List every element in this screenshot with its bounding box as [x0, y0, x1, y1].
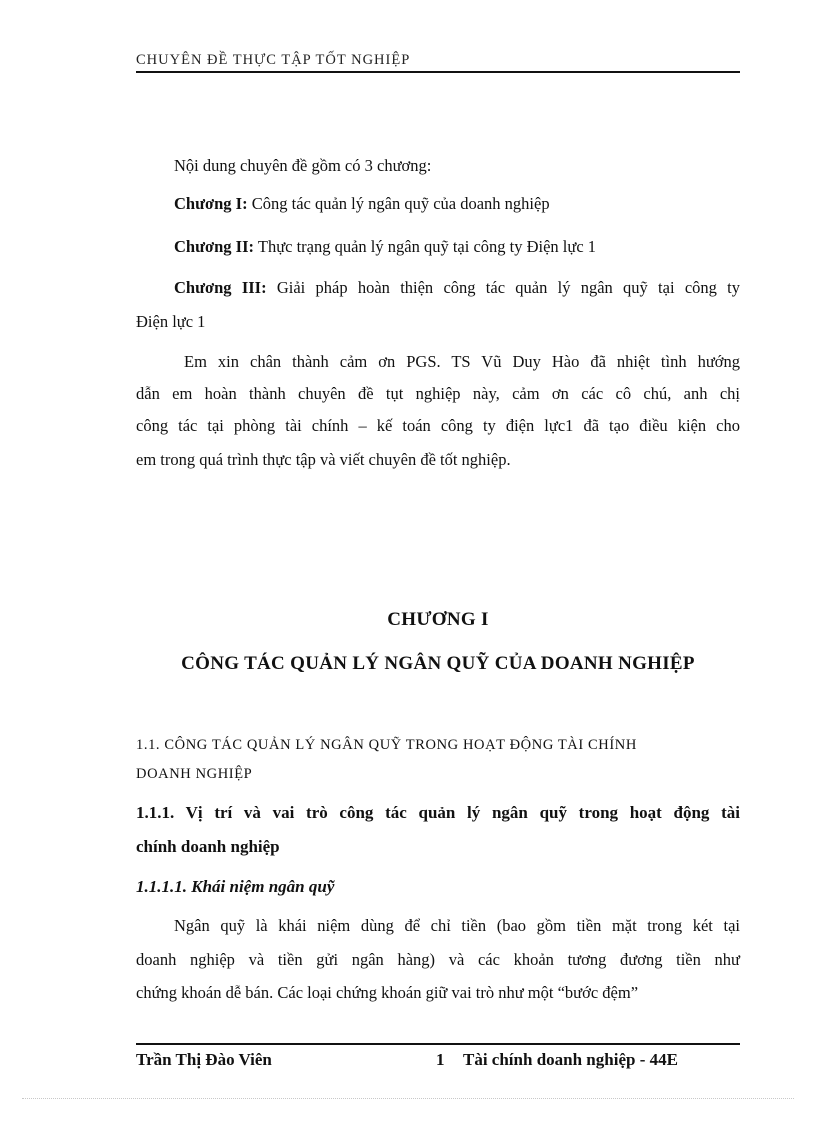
chapter-label: Chương III: — [174, 278, 267, 297]
footer-author: Trần Thị Đào Viên — [136, 1050, 272, 1069]
section-heading-line-1: 1.1. CÔNG TÁC QUẢN LÝ NGÂN QUỸ TRONG HOẠT ĐỘNG TÀI CHÍNH — [136, 737, 637, 753]
header-title: CHUYÊN ĐỀ THỰC TẬP TỐT NGHIỆP — [136, 52, 411, 68]
chapter-list-item-1 — [174, 194, 740, 214]
chapter-label: Chương I: — [174, 194, 248, 213]
chapter-text: Công tác quản lý ngân quỹ của doanh nghiệp — [251, 194, 550, 213]
subsubsection-heading: 1.1.1.1. Khái niệm ngân quỹ — [136, 877, 335, 896]
page-bottom-border — [22, 1098, 794, 1099]
thanks-line-4: em trong quá trình thực tập và viết chuyên đề tốt nghiệp. — [136, 450, 511, 469]
body-line-1: Ngân quỹ là khái niệm dùng để chỉ tiền (bao gồm tiền mặt trong két tại — [174, 916, 740, 935]
section-heading-line-2: DOANH NGHIỆP — [136, 766, 253, 782]
chapter-text: Giải pháp hoàn thiện công tác quản lý ngân quỹ tại công ty — [276, 278, 740, 297]
thanks-line-2: dẫn em hoàn thành chuyên đề tụt nghiệp này, cảm ơn các cô chú, anh chị — [136, 384, 740, 403]
intro-line: Nội dung chuyên đề gồm có 3 chương: — [174, 156, 432, 175]
chapter-title: CÔNG TÁC QUẢN LÝ NGÂN QUỸ CỦA DOANH NGHIỆP — [181, 653, 695, 674]
thanks-line-3: công tác tại phòng tài chính – kế toán công ty điện lực1 đã tạo điều kiện cho — [136, 416, 740, 435]
subsection-heading-line-2: chính doanh nghiệp — [136, 837, 280, 856]
thanks-line-1: Em xin chân thành cảm ơn PGS. TS Vũ Duy Hào đã nhiệt tình hướng — [184, 352, 740, 371]
chapter-text: Thực trạng quản lý ngân quỹ tại công ty Điện lực 1 — [257, 237, 597, 256]
body-line-3: chứng khoán dễ bán. Các loại chứng khoán giữ vai trò như một “bước đệm” — [136, 983, 639, 1002]
footer-divider — [136, 1043, 740, 1045]
chapter-list-item-3-cont: Điện lực 1 — [136, 312, 206, 331]
footer-page-number: 1 — [436, 1050, 445, 1069]
footer-department: Tài chính doanh nghiệp - 44E — [463, 1050, 678, 1069]
chapter-number: CHƯƠNG I — [387, 609, 489, 630]
body-content — [136, 0, 740, 1123]
chapter-label: Chương II: — [174, 237, 255, 256]
chapter-list-item-3 — [174, 278, 740, 298]
body-line-2: doanh nghiệp và tiền gửi ngân hàng) và các khoản tương đương tiền như — [136, 950, 740, 969]
subsection-heading-line-1: 1.1.1. Vị trí và vai trò công tác quản lý ngân quỹ trong hoạt động tài — [136, 803, 740, 822]
chapter-list-item-2 — [174, 237, 740, 257]
